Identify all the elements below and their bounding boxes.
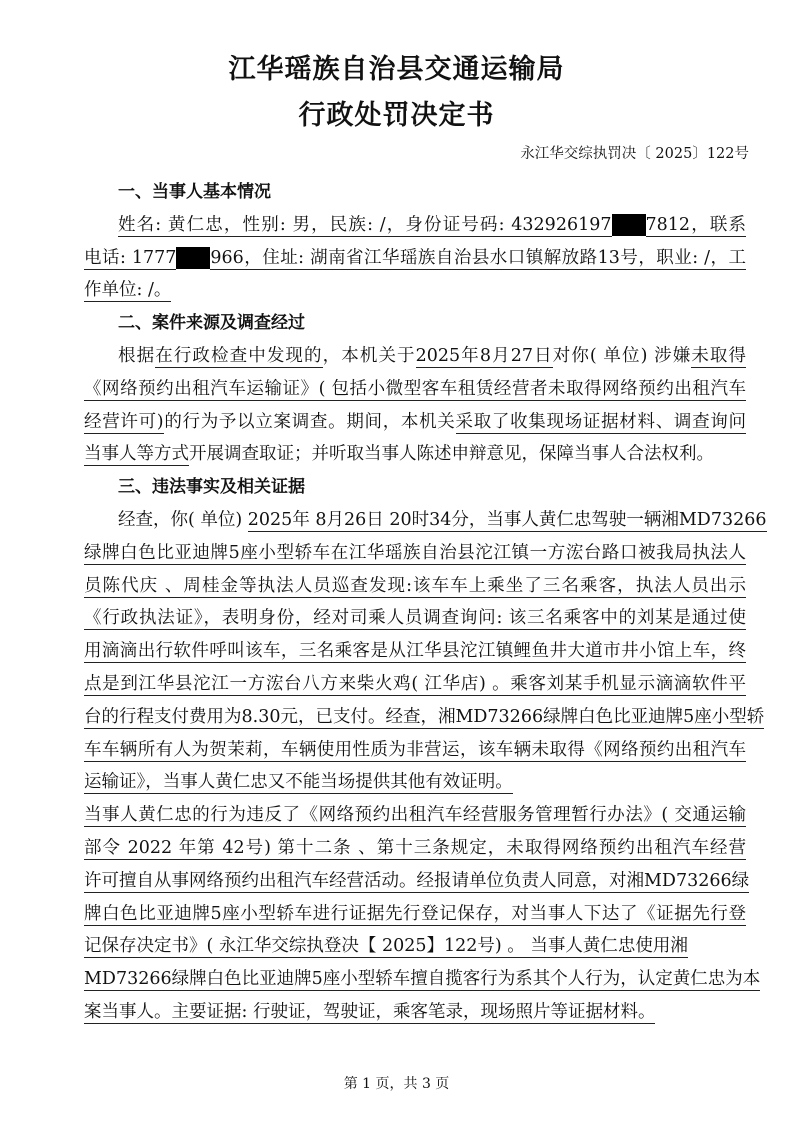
text-line [84,898,746,931]
underlined-text: 员陈代庆 、周桂金等执法人员巡查发现:该车车上乘坐了三名乘客，执法人员出示 [84,575,746,596]
underlined-text: 姓名: 黄仁忠，性别: 男，民族: /，身份证号码: 432926197 [118,214,612,235]
redaction-box [612,214,646,236]
underlined-text: 运输证》，当事人黄仁忠又不能当场提供其他有效证明。 [84,772,513,793]
text-line [84,734,746,767]
underlined-text: 绿牌白色比亚迪牌5座小型轿车在江华瑶族自治县沱江镇一方浤台路口被我局执法人 [84,542,746,563]
text-line [84,406,746,439]
underlined-text: MD73266绿牌白色比亚迪牌5座小型轿车擅自揽客行为系其个人行为，认定黄仁忠为本 [84,969,761,990]
text-segment: 二、案件来源及调查经过 [118,313,305,334]
underlined-text: 车车辆所有人为贺茉莉，车辆使用性质为非营运，该车辆未取得《网络预约出租汽车 [84,739,746,760]
text-line [84,242,746,275]
text-line [84,799,746,832]
underlined-text: 2025年8月27日 [415,345,553,366]
underlined-text: 经营许可) [84,411,164,432]
text-line [84,865,750,898]
text-line [84,373,746,406]
underlined-text: 台的行程支付费用为8.30元，已支付。经查，湘MD73266绿牌白色比亚迪牌5座小型轿 [84,706,765,727]
text-line [84,668,746,701]
underlined-text: 部令 2022 年第 42号) 第十二条 、第十三条规定，未取得网络预约出租汽车经营 [84,837,746,858]
underlined-text: 用滴滴出行软件呼叫该车，三名乘客是从江华县沱江镇鲤鱼井大道市井小馆上车，终 [84,641,746,662]
section-heading [84,307,746,340]
agency-title: 江华瑶族自治县交通运输局 [228,54,565,85]
underlined-text: 作单位: /。 [84,280,172,301]
text-line [84,766,746,799]
underlined-text: 《行政执法证》，表明身份，经对司乘人员调查询问: 该三名乘客中的刘某是通过使 [84,608,746,629]
underlined-text: 当事人等方式 [84,444,189,465]
document-title: 行政处罚决定书 [298,100,495,131]
document-number: 永江华交综执罚决〔 2025〕122号 [520,146,749,162]
underlined-text: 案当事人。主要证据: 行驶证，驾驶证，乘客笔录，现场照片等证据材料。 [84,1001,656,1022]
text-line [84,537,746,570]
text-line [84,209,746,242]
underlined-text: 966，住址: 湖南省江华瑶族自治县水口镇解放路13号，职业: /，工 [210,247,746,268]
underlined-text: 许可擅自从事网络预约出租汽车经营活动。经报请单位负责人同意，对湘MD73266绿 [84,870,750,891]
underlined-text: 2025年 8月26日 20时34分，当事人黄仁忠驾驶一辆湘MD73266 [247,509,767,530]
underlined-text: 未取得 [691,345,747,366]
text-line [84,438,746,471]
text-line [84,635,746,668]
text-segment: 三、违法事实及相关证据 [118,477,305,498]
underlined-text: 采取了收集现场证据材料、调查询问 [455,411,747,432]
text-segment: 根据 [118,345,156,366]
underlined-text: 在行政检查中发现的 [155,345,323,366]
page-footer: 第 1 页，共 3 页 [343,1076,450,1092]
text-line [84,570,746,603]
underlined-text: 当事人黄仁忠的行为违反了《网络预约出租汽车经营服务管理暂行办法》( 交通运输 [84,805,746,826]
underlined-text: 点是到江华县沱江一方浤台八方来柴火鸡( 江华店) 。乘客刘某手机显示滴滴软件平 [84,673,746,694]
text-line [84,701,765,734]
text-segment: 一、当事人基本情况 [118,182,271,202]
text-segment: 开展调查取证；并听取当事人陈述申辩意见，保障当事人合法权利。 [189,444,714,465]
text-segment: 经查，你( 单位) [118,509,248,530]
underlined-text: 记保存决定书》( 永江华交综执登决【 2025】122号) 。 当事人黄仁忠使用湘 [84,936,688,957]
underlined-text: 电话: 1777 [84,247,177,268]
text-line [84,963,761,996]
section-heading [84,471,746,504]
underlined-text: 《网络预约出租汽车运输证》( 包括小微型客车租赁经营者未取得网络预约出租汽车 [84,378,746,399]
text-segment: 的行为予以立案调查。期间，本机关 [163,411,456,432]
underlined-text: 7812，联系 [645,214,746,235]
text-line [84,832,746,865]
section-heading [84,176,746,209]
redaction-box [176,247,210,269]
underlined-text: 牌白色比亚迪牌5座小型轿车进行证据先行登记保存，对当事人下达了《证据先行登 [84,903,746,924]
text-segment: ，本机关于 [322,345,416,366]
text-line [84,930,746,963]
text-line [84,602,746,635]
text-line [84,504,767,537]
document-body [84,176,767,1029]
text-line [84,996,746,1029]
text-segment: 对你( 单位) 涉嫌 [552,345,692,366]
text-line [84,340,746,373]
text-line [84,274,746,307]
